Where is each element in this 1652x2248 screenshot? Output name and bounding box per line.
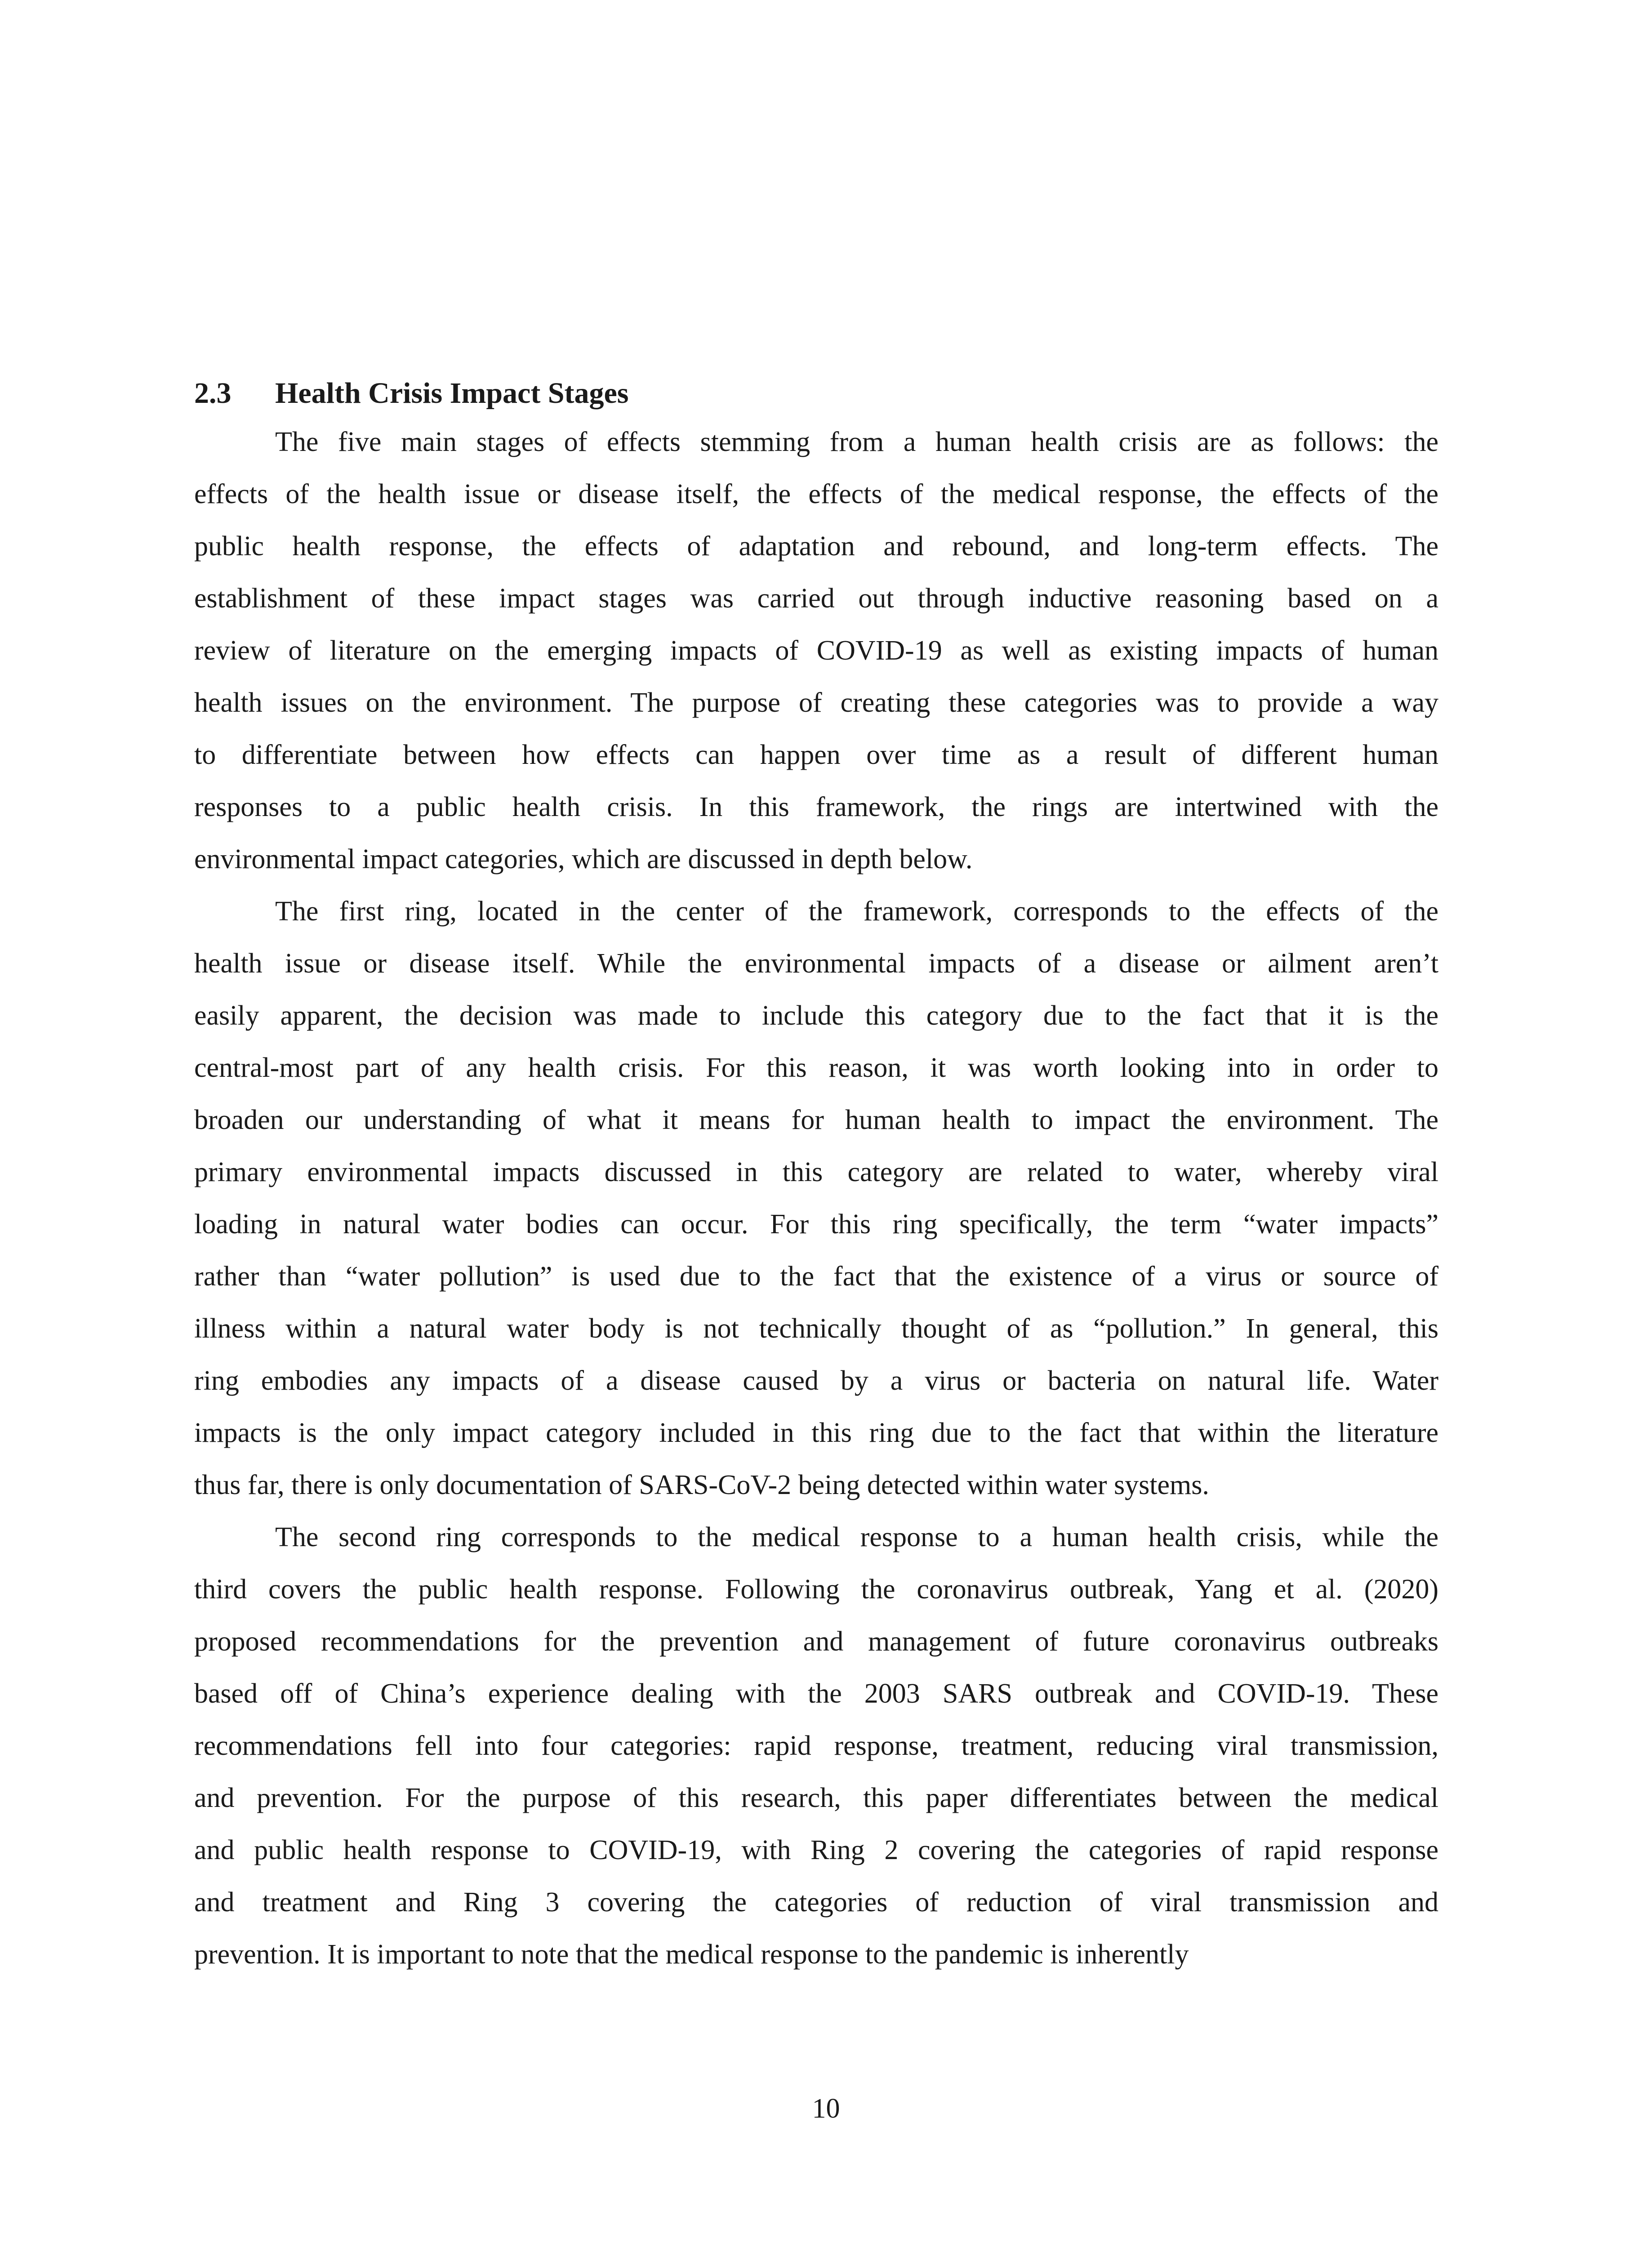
text-line: recommendations fell into four categories: rapid response, treatment, reducing viral transmission,	[194, 1731, 1438, 1761]
text-line: and treatment and Ring 3 covering the categories of reduction of viral transmission and	[194, 1887, 1438, 1918]
text-line: prevention. It is important to note that the medical response to the pandemic is inherently	[194, 1939, 1189, 1970]
text-line: establishment of these impact stages was carried out through inductive reasoning based on a	[194, 583, 1438, 614]
text-line: proposed recommendations for the prevention and management of future coronavirus outbreaks	[194, 1626, 1438, 1657]
text-line: The five main stages of effects stemming from a human health crisis are as follows: the	[275, 427, 1438, 457]
text-line: easily apparent, the decision was made to include this category due to the fact that it is the	[194, 1000, 1438, 1031]
text-line: broaden our understanding of what it means for human health to impact the environment. The	[194, 1105, 1438, 1135]
section-heading	[194, 375, 1438, 411]
text-line: review of literature on the emerging impacts of COVID-19 as well as existing impacts of human	[194, 635, 1438, 666]
text-line: loading in natural water bodies can occur. For this ring specifically, the term “water impacts”	[194, 1209, 1438, 1240]
text-line: ring embodies any impacts of a disease caused by a virus or bacteria on natural life. Water	[194, 1365, 1438, 1396]
text-line: The second ring corresponds to the medical response to a human health crisis, while the	[275, 1522, 1438, 1552]
text-line: health issue or disease itself. While the environmental impacts of a disease or ailment aren’t	[194, 948, 1438, 979]
text-line: central-most part of any health crisis. For this reason, it was worth looking into in order to	[194, 1053, 1438, 1083]
text-line: rather than “water pollution” is used due to the fact that the existence of a virus or source of	[194, 1261, 1438, 1292]
paragraph	[194, 416, 1438, 885]
paragraph	[194, 885, 1438, 1511]
page-body	[194, 375, 1438, 1980]
text-line: impacts is the only impact category included in this ring due to the fact that within the literature	[194, 1418, 1438, 1448]
text-line: third covers the public health response. Following the coronavirus outbreak, Yang et al. (2020)	[194, 1574, 1438, 1605]
text-line: based off of China’s experience dealing with the 2003 SARS outbreak and COVID-19. These	[194, 1678, 1438, 1709]
text-line: illness within a natural water body is not technically thought of as “pollution.” In general, this	[194, 1313, 1438, 1344]
section-title: Health Crisis Impact Stages	[275, 377, 629, 410]
text-line: and public health response to COVID-19, with Ring 2 covering the categories of rapid response	[194, 1835, 1438, 1865]
text-line: responses to a public health crisis. In this framework, the rings are intertwined with the	[194, 792, 1438, 822]
text-line: thus far, there is only documentation of SARS-CoV-2 being detected within water systems.	[194, 1470, 1209, 1500]
text-line: environmental impact categories, which are discussed in depth below.	[194, 844, 973, 874]
section-number: 2.3	[194, 377, 232, 410]
text-line: primary environmental impacts discussed in this category are related to water, whereby viral	[194, 1157, 1438, 1187]
text-line: The first ring, located in the center of the framework, corresponds to the effects of the	[275, 896, 1438, 927]
text-line: effects of the health issue or disease itself, the effects of the medical response, the effects of the	[194, 479, 1438, 509]
paragraph	[194, 1511, 1438, 1980]
text-line: and prevention. For the purpose of this research, this paper differentiates between the medical	[194, 1783, 1438, 1813]
text-line: health issues on the environment. The purpose of creating these categories was to provide a way	[194, 687, 1438, 718]
text-line: to differentiate between how effects can happen over time as a result of different human	[194, 740, 1438, 770]
text-line: public health response, the effects of adaptation and rebound, and long-term effects. The	[194, 531, 1438, 562]
page-number: 10	[812, 2093, 840, 2124]
